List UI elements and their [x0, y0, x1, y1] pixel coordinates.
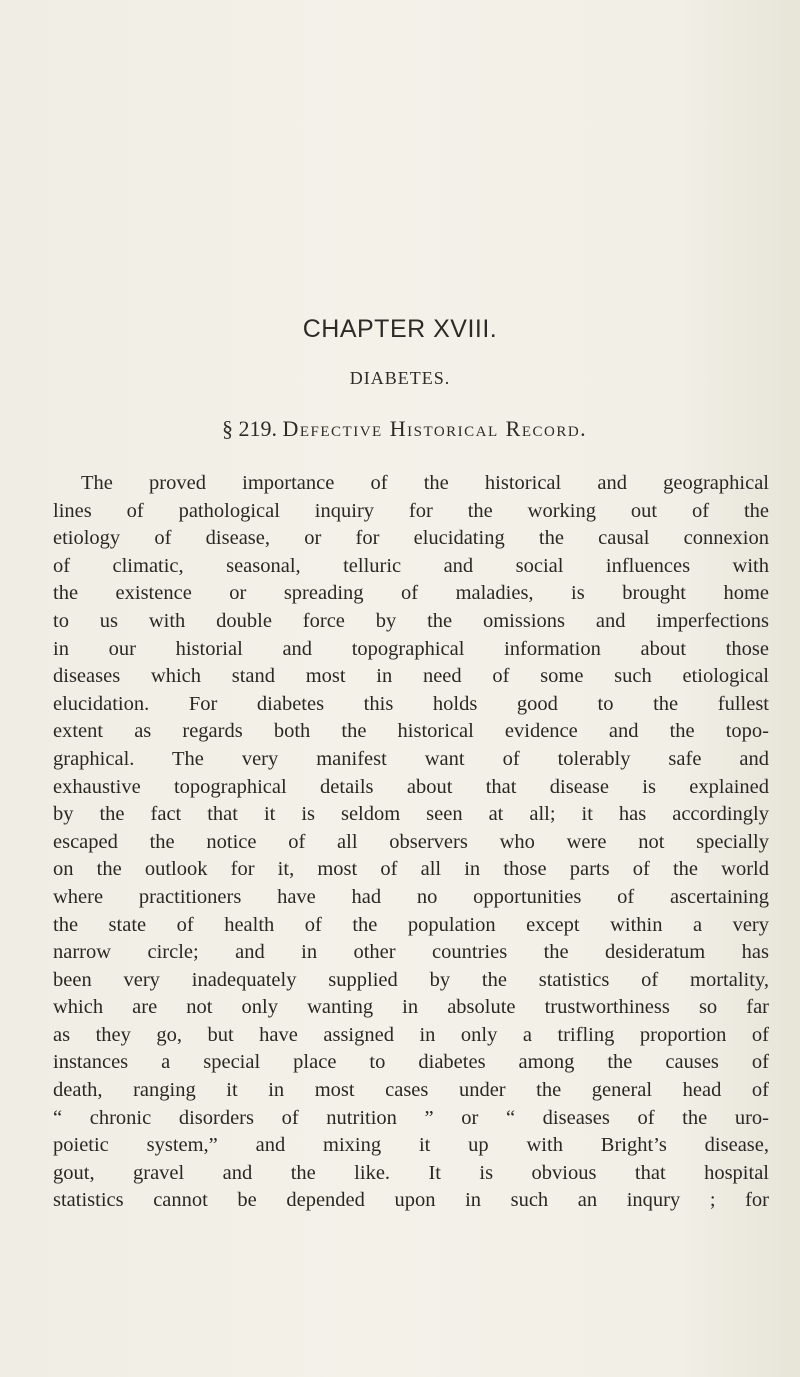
subsection-number: 219.	[238, 416, 277, 441]
text-line: narrow circle; and in other countries the desideratum has	[53, 941, 769, 964]
text-line: which are not only wanting in absolute trustworthiness so far	[53, 996, 769, 1019]
text-line: to us with double force by the omissions and imperfections	[53, 609, 769, 632]
text-line: instances a special place to diabetes among the causes of	[53, 1051, 769, 1074]
text-line: gout, gravel and the like. It is obvious that hospital	[53, 1161, 769, 1184]
text-line: poietic system,” and mixing it up with Bright’s disease,	[53, 1134, 769, 1157]
text-line: etiology of disease, or for elucidating the causal connexion	[53, 527, 769, 550]
section-title: DIABETES.	[349, 368, 451, 388]
text-line: exhaustive topographical details about that disease is explained	[53, 775, 769, 798]
text-line: the state of health of the population except within a very	[53, 913, 769, 936]
chapter-heading: CHAPTER XVIII.	[302, 315, 498, 343]
text-line: statistics cannot be depended upon in such an inqury ; for	[53, 1189, 769, 1212]
text-line: extent as regards both the historical evidence and the topo-	[53, 720, 769, 743]
text-line: of climatic, seasonal, telluric and social influences with	[53, 554, 769, 577]
text-line: “ chronic disorders of nutrition ” or “ diseases of the uro-	[53, 1106, 769, 1129]
text-line: death, ranging it in most cases under the general head of	[53, 1079, 769, 1102]
text-line: on the outlook for it, most of all in those parts of the world	[53, 858, 769, 881]
text-line: escaped the notice of all observers who were not specially	[53, 830, 769, 853]
text-line: in our historial and topographical information about those	[53, 637, 769, 660]
text-line: by the fact that it is seldom seen at all; it has accordingly	[53, 803, 769, 826]
text-line: as they go, but have assigned in only a trifling proportion of	[53, 1023, 769, 1046]
text-line: where practitioners have had no opportunities of ascertaining	[53, 885, 769, 908]
subsection-heading	[222, 416, 587, 442]
text-line: The proved importance of the historical and geographical	[81, 472, 769, 494]
text-line: been very inadequately supplied by the statistics of mortality,	[53, 968, 769, 991]
text-line: elucidation. For diabetes this holds good to the fullest	[53, 692, 769, 715]
subsection-title: Defective Historical Record.	[282, 416, 588, 441]
text-line: diseases which stand most in need of some such etiological	[53, 665, 769, 688]
body-paragraph	[53, 470, 769, 1215]
text-line: the existence or spreading of maladies, is brought home	[53, 582, 769, 605]
text-line: lines of pathological inquiry for the working out of the	[53, 499, 769, 522]
text-line: graphical. The very manifest want of tolerably safe and	[53, 747, 769, 770]
section-sign: §	[222, 416, 233, 441]
